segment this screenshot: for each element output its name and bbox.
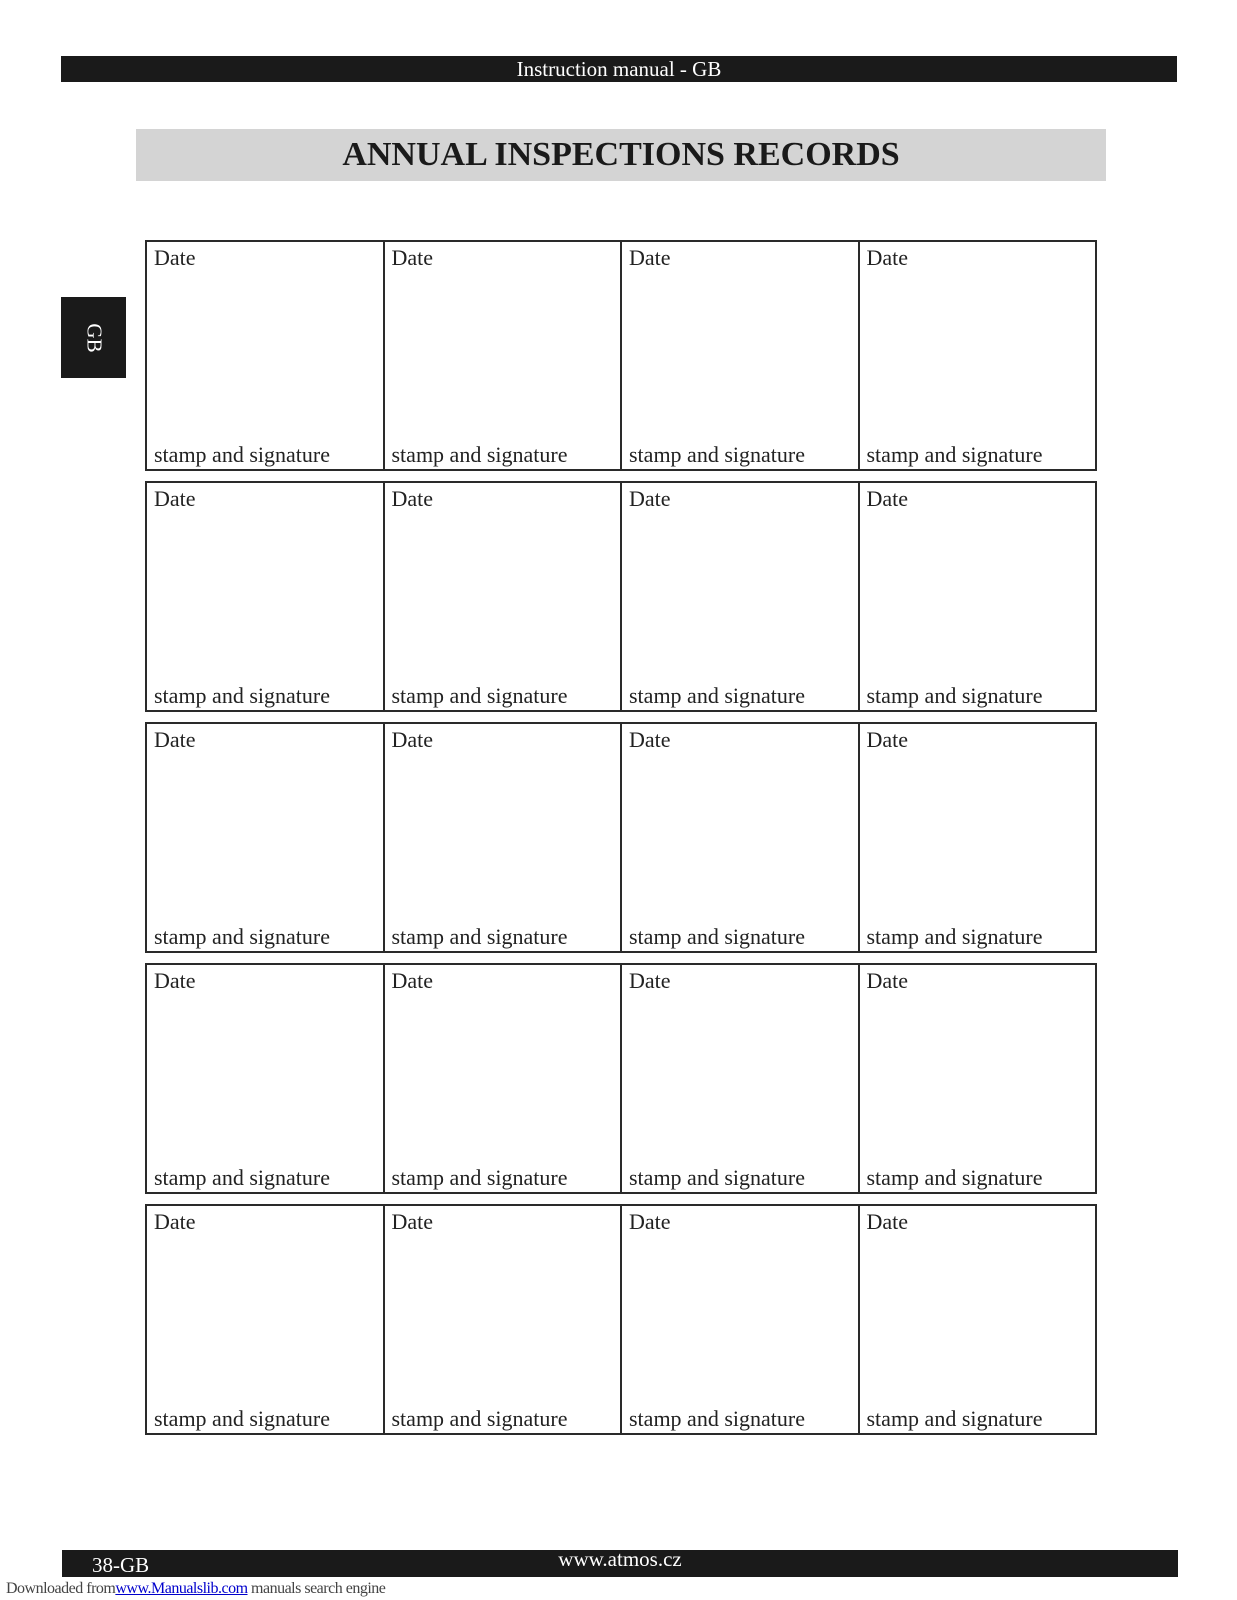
record-box[interactable] — [622, 242, 860, 469]
record-box[interactable] — [860, 242, 1096, 469]
stamp-signature-label: stamp and signature — [391, 683, 568, 708]
language-tab-label: GB — [82, 322, 106, 353]
language-tab — [61, 297, 126, 378]
date-label: Date — [154, 968, 196, 993]
date-label: Date — [866, 486, 909, 511]
date-label: Date — [629, 245, 671, 270]
record-box[interactable] — [147, 1206, 385, 1433]
date-label: Date — [629, 727, 671, 752]
stamp-signature-label: stamp and signature — [391, 924, 568, 949]
date-label: Date — [866, 245, 909, 270]
date-label: Date — [391, 727, 434, 752]
stamp-signature-label: stamp and signature — [629, 442, 805, 467]
record-row — [145, 1204, 1097, 1435]
date-label: Date — [154, 486, 196, 511]
record-box[interactable] — [147, 483, 385, 710]
record-row — [145, 722, 1097, 953]
page-title: ANNUAL INSPECTIONS RECORDS — [136, 129, 1106, 181]
record-box[interactable] — [385, 1206, 623, 1433]
record-box[interactable] — [860, 965, 1096, 1192]
date-label: Date — [629, 486, 671, 511]
date-label: Date — [866, 968, 909, 993]
footer-bar — [62, 1547, 1178, 1577]
stamp-signature-label: stamp and signature — [866, 1406, 1043, 1431]
date-label: Date — [154, 727, 196, 752]
record-box[interactable] — [147, 242, 385, 469]
header-bar — [61, 56, 1177, 82]
stamp-signature-label: stamp and signature — [391, 442, 568, 467]
stamp-signature-label: stamp and signature — [629, 1406, 805, 1431]
stamp-signature-label: stamp and signature — [629, 683, 805, 708]
stamp-signature-label: stamp and signature — [866, 1165, 1043, 1190]
stamp-signature-label: stamp and signature — [154, 442, 330, 467]
date-label: Date — [391, 1209, 434, 1234]
stamp-signature-label: stamp and signature — [391, 1165, 568, 1190]
download-note — [6, 1580, 385, 1598]
stamp-signature-label: stamp and signature — [629, 1165, 805, 1190]
record-box[interactable] — [385, 965, 623, 1192]
manualslib-link[interactable]: www.Manualslib.com — [115, 1580, 248, 1597]
record-row — [145, 481, 1097, 712]
record-row — [145, 240, 1097, 471]
date-label: Date — [629, 968, 671, 993]
stamp-signature-label: stamp and signature — [629, 924, 805, 949]
record-box[interactable] — [860, 483, 1096, 710]
stamp-signature-label: stamp and signature — [866, 924, 1043, 949]
inspection-records-grid — [145, 240, 1097, 1445]
date-label: Date — [629, 1209, 671, 1234]
record-box[interactable] — [147, 965, 385, 1192]
record-box[interactable] — [622, 1206, 860, 1433]
stamp-signature-label: stamp and signature — [154, 683, 330, 708]
stamp-signature-label: stamp and signature — [391, 1406, 568, 1431]
record-box[interactable] — [622, 965, 860, 1192]
date-label: Date — [391, 968, 434, 993]
download-note-suffix: manuals search engine — [251, 1580, 386, 1597]
date-label: Date — [391, 245, 434, 270]
date-label: Date — [866, 1209, 909, 1234]
record-box[interactable] — [622, 483, 860, 710]
record-box[interactable] — [385, 483, 623, 710]
record-box[interactable] — [147, 724, 385, 951]
record-box[interactable] — [385, 242, 623, 469]
record-box[interactable] — [860, 1206, 1096, 1433]
record-row — [145, 963, 1097, 1194]
website-link[interactable]: www.atmos.cz — [558, 1547, 682, 1571]
stamp-signature-label: stamp and signature — [866, 442, 1043, 467]
stamp-signature-label: stamp and signature — [154, 1406, 330, 1431]
stamp-signature-label: stamp and signature — [154, 924, 330, 949]
date-label: Date — [391, 486, 434, 511]
record-box[interactable] — [860, 724, 1096, 951]
record-box[interactable] — [622, 724, 860, 951]
manual-title: Instruction manual - GB — [516, 57, 722, 81]
record-box[interactable] — [385, 724, 623, 951]
page-number: 38-GB — [92, 1553, 150, 1577]
download-note-prefix: Downloaded from — [6, 1580, 116, 1597]
date-label: Date — [866, 727, 909, 752]
stamp-signature-label: stamp and signature — [866, 683, 1043, 708]
stamp-signature-label: stamp and signature — [154, 1165, 330, 1190]
date-label: Date — [154, 1209, 196, 1234]
date-label: Date — [154, 245, 196, 270]
